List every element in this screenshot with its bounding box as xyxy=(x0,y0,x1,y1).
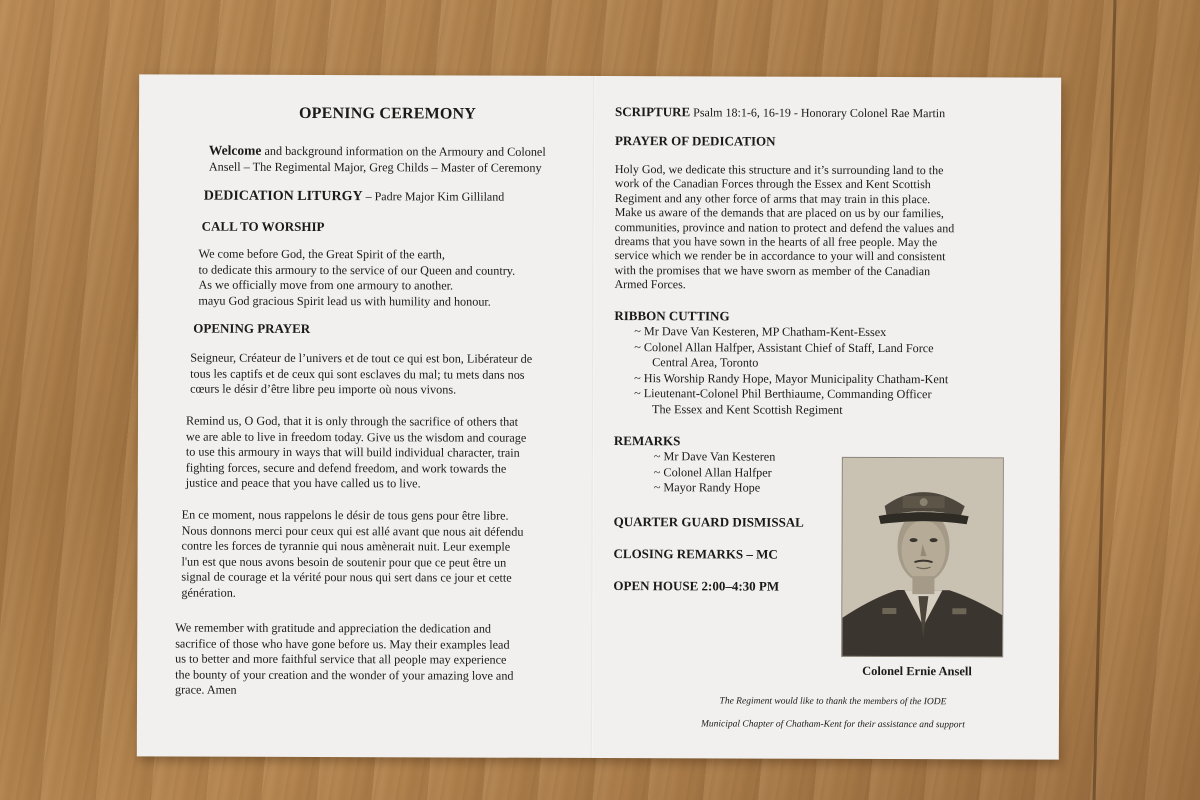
quarter-guard-heading: QUARTER GUARD DISMISSAL xyxy=(613,514,804,530)
prayer-line: us to better and more faithful service that all people may experience xyxy=(175,651,507,667)
dedication-line: Holy God, we dedicate this structure and it’s surrounding land to the xyxy=(614,162,944,178)
prayer-line: Seigneur, Créateur de l’univers et de tout ce qui est bon, Libérateur de xyxy=(190,350,533,366)
thanks-line-2: Municipal Chapter of Chatham-Kent for their assistance and support xyxy=(700,719,965,731)
portrait-caption: Colonel Ernie Ansell xyxy=(862,663,972,679)
dedication-line: Armed Forces. xyxy=(614,277,686,292)
program-sheet xyxy=(137,74,1061,759)
dedication-line: communities, province and nation to protect and defend the values and xyxy=(614,219,955,235)
list-item: ~ His Worship Randy Hope, Mayor Municipality Chatham-Kent xyxy=(634,370,949,387)
prayer-line: the bounty of your creation and the wonder of your amazing love and xyxy=(175,667,514,683)
prayer-line: Nous donnons merci pour ceux qui est allé avant que nous ait défendu xyxy=(181,523,524,539)
call-line: As we officially move from one armoury to another. xyxy=(198,277,454,293)
page-title: OPENING CEREMONY xyxy=(299,104,477,123)
scripture-heading: SCRIPTURE xyxy=(615,104,691,120)
prayer-line: contre les forces de tyrannie qui nous amènerait nuit. Leur exemple xyxy=(181,538,511,554)
prayer-line: we are able to live in freedom today. Give us the wisdom and courage xyxy=(185,429,527,445)
center-fold xyxy=(591,76,595,758)
call-line: to dedicate this armoury to the service of our Queen and country. xyxy=(198,262,516,278)
list-item: ~ Mr Dave Van Kesteren, MP Chatham-Kent-Essex xyxy=(634,324,887,340)
remarks-heading: REMARKS xyxy=(613,433,681,449)
list-item: ~ Mr Dave Van Kesteren xyxy=(653,449,776,464)
liturgy-heading: DEDICATION LITURGY xyxy=(203,188,363,205)
remarks-list xyxy=(654,449,834,496)
prayer-line: We remember with gratitude and appreciation the dedication and xyxy=(175,620,492,636)
prayer-of-dedication-heading: PRAYER OF DEDICATION xyxy=(614,133,776,149)
prayer-french-2 xyxy=(181,508,581,603)
list-item: ~ Colonel Allan Halfper xyxy=(653,464,772,480)
welcome-label: Welcome xyxy=(208,142,262,158)
list-item: ~ Lieutenant-Colonel Phil Berthiaume, Commanding Officer xyxy=(634,386,932,402)
colonel-portrait xyxy=(841,457,1004,658)
dedication-line: dreams that you have sown in the hearts of all free people. May the xyxy=(614,234,938,250)
dedication-text xyxy=(614,162,1014,293)
prayer-line: tous les captifs et de ceux qui sont esclaves du mal; tu mets dans nos xyxy=(190,366,525,382)
table-seam xyxy=(1093,0,1117,800)
prayer-english-1 xyxy=(186,414,582,493)
left-panel xyxy=(175,75,577,758)
opening-prayer-heading: OPENING PRAYER xyxy=(193,320,311,336)
dedication-line: Regiment and any other force of arms that may train in this place. xyxy=(614,190,931,206)
liturgy-line xyxy=(204,187,505,206)
scripture-line xyxy=(615,104,945,121)
prayer-french-1 xyxy=(190,351,582,399)
prayer-line: sacrifice of those who have gone before us. May their examples lead xyxy=(175,636,510,652)
call-line: mayu God gracious Spirit lead us with humility and honour. xyxy=(198,293,491,309)
call-to-worship-text xyxy=(198,247,578,311)
liturgy-officiant: – Padre Major Kim Gilliland xyxy=(362,189,505,204)
prayer-line: génération. xyxy=(181,585,236,600)
prayer-line: grace. Amen xyxy=(175,682,237,698)
list-item: ~ Colonel Allan Halfper, Assistant Chief of Staff, Land Force xyxy=(634,339,934,355)
closing-remarks-heading: CLOSING REMARKS – MC xyxy=(613,546,778,562)
call-line: We come before God, the Great Spirit of the earth, xyxy=(198,246,445,262)
prayer-line: to use this armoury in ways that will build individual character, train xyxy=(185,444,520,460)
welcome-paragraph xyxy=(209,143,579,176)
ribbon-cutting-heading: RIBBON CUTTING xyxy=(614,308,730,324)
prayer-line: justice and peace that you have called us to live. xyxy=(185,475,421,491)
list-item: The Essex and Kent Scottish Regiment xyxy=(652,402,843,417)
prayer-line: En ce moment, nous rappelons le désir de tous gens pour être libre. xyxy=(181,507,509,523)
portrait-illustration xyxy=(842,458,1004,658)
dedication-line: Make us aware of the demands that are placed on us by our families, xyxy=(614,205,944,221)
welcome-text-2: Ansell – The Regimental Major, Greg Childs – Master of Ceremony xyxy=(208,159,542,175)
prayer-line: signal de courage et la vérité pour nous qui sert dans ce jour et cette xyxy=(181,569,512,586)
welcome-text-1: and background information on the Armoury and Colonel xyxy=(261,143,546,159)
prayer-line: fighting forces, secure and defend freedom, and work towards the xyxy=(185,460,507,476)
thanks-line-1: The Regiment would like to thank the members of the IODE xyxy=(719,696,947,708)
dedication-line: work of the Canadian Forces through the Essex and Kent Scottish xyxy=(614,176,931,192)
list-item: Central Area, Toronto xyxy=(652,355,759,370)
dedication-line: with the promises that we have sworn as member of the Canadian xyxy=(614,262,931,278)
dedication-line: service which we render be in accordance to your will and consistent xyxy=(614,248,946,264)
scripture-reference: Psalm 18:1-6, 16-19 - Honorary Colonel Rae Martin xyxy=(690,105,946,121)
prayer-line: l'un est que nous avons besoin de soutenir pour que ce peut être un xyxy=(181,554,507,570)
list-item: ~ Mayor Randy Hope xyxy=(653,480,761,495)
prayer-line: Remind us, O God, that it is only through the sacrifice of others that xyxy=(185,413,519,429)
prayer-english-2 xyxy=(175,621,581,700)
prayer-line: cœurs le désir d’être libre peu importe où nous vivons. xyxy=(190,381,457,397)
ribbon-cutting-list xyxy=(634,324,1014,419)
call-to-worship-heading: CALL TO WORSHIP xyxy=(201,218,325,235)
open-house-heading: OPEN HOUSE 2:00–4:30 PM xyxy=(613,578,780,594)
